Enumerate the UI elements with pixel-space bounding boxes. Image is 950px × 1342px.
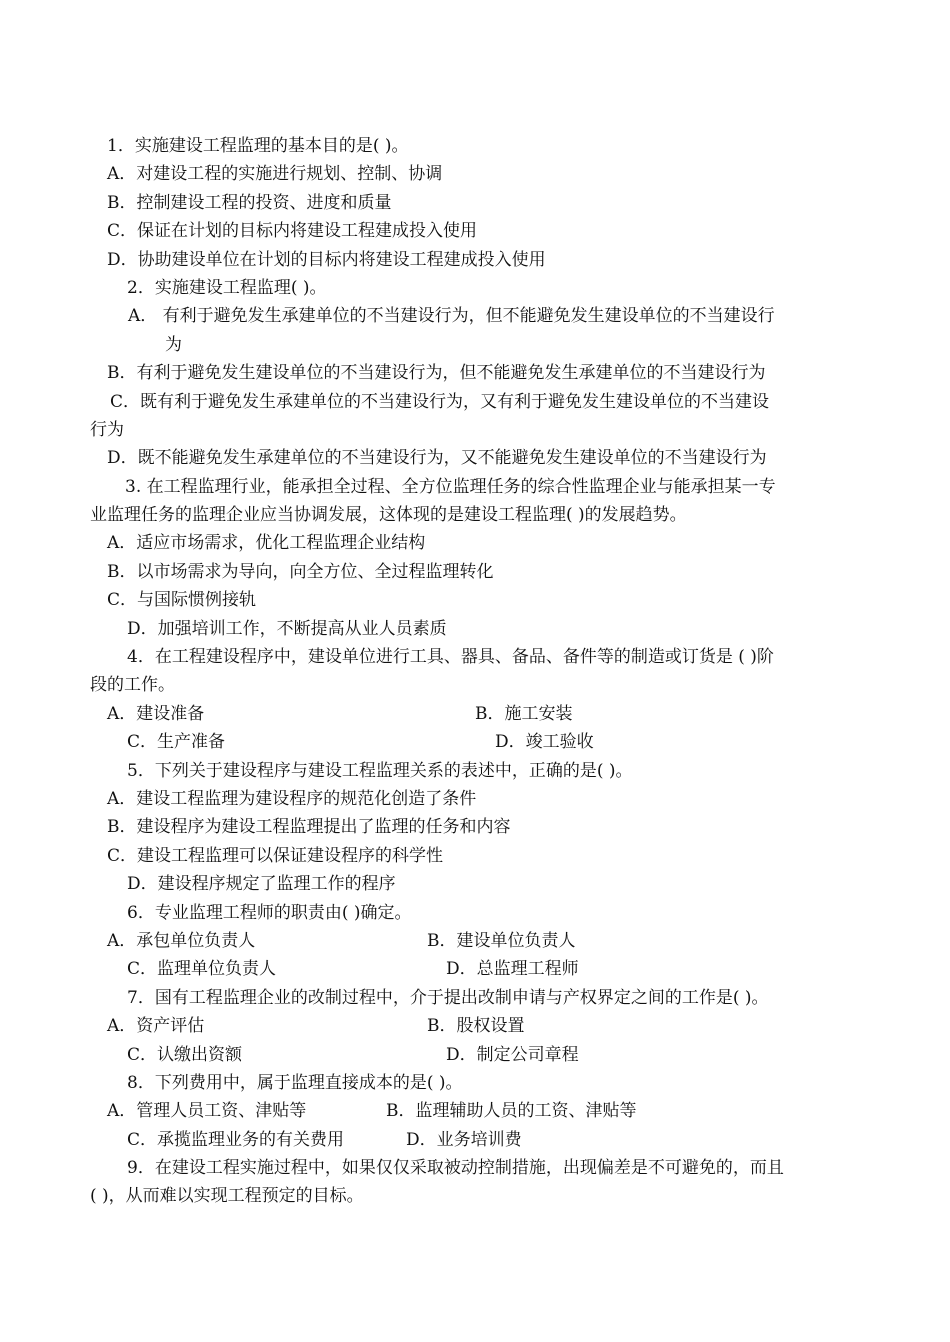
question-4-option-d: D．竣工验收 [495, 732, 594, 753]
question-8-option-d: D．业务培训费 [406, 1129, 522, 1150]
question-5-option-b: B．建设程序为建设工程监理提出了监理的任务和内容 [107, 817, 511, 838]
question-7-options-row-1 [90, 1012, 865, 1040]
question-3-stem: 3. 在工程监理行业，能承担全过程、全方位监理任务的综合性监理企业与能承担某一专 [125, 476, 776, 497]
question-6-option-a: A．承包单位负责人 [107, 930, 256, 951]
question-5-option-d: D．建设程序规定了监理工作的程序 [127, 874, 396, 895]
question-8-options-row-2 [90, 1126, 865, 1154]
question-7-options-row-2 [90, 1041, 865, 1069]
question-7-option-b: B．股权设置 [427, 1016, 525, 1037]
question-2-option-a-continuation: 为 [165, 334, 182, 355]
question-2-option-c: C．既有利于避免发生承建单位的不当建设行为，又有利于避免发生建设单位的不当建设 [110, 391, 770, 412]
question-4-option-c: C．生产准备 [127, 732, 226, 753]
question-7-option-d: D．制定公司章程 [446, 1044, 579, 1065]
question-3-option-d: D．加强培训工作，不断提高从业人员素质 [127, 618, 447, 639]
question-3-stem-continuation: 业监理任务的监理企业应当协调发展，这体现的是建设工程监理( )的发展趋势。 [90, 505, 687, 526]
question-5-stem: 5．下列关于建设程序与建设工程监理关系的表述中，正确的是( )。 [127, 760, 633, 781]
question-8-option-b: B．监理辅助人员的工资、津贴等 [386, 1101, 637, 1122]
question-8-option-a: A．管理人员工资、津贴等 [107, 1101, 307, 1122]
question-4-option-a: A．建设准备 [107, 703, 205, 724]
question-5-option-a: A．建设工程监理为建设程序的规范化创造了条件 [107, 788, 477, 809]
question-2-option-a: A． 有利于避免发生承建单位的不当建设行为，但不能避免发生建设单位的不当建设行 [128, 306, 775, 327]
question-1-option-d: D．协助建设单位在计划的目标内将建设工程建成投入使用 [107, 249, 546, 270]
question-1-option-b: B．控制建设工程的投资、进度和质量 [107, 192, 392, 213]
question-3-option-a: A．适应市场需求，优化工程监理企业结构 [107, 533, 426, 554]
question-1-option-c: C．保证在计划的目标内将建设工程建成投入使用 [107, 221, 478, 242]
question-5-option-c: C．建设工程监理可以保证建设程序的科学性 [107, 845, 444, 866]
question-9-stem: 9．在建设工程实施过程中，如果仅仅采取被动控制措施，出现偏差是不可避免的，而且 [127, 1158, 784, 1179]
question-6-options-row-2 [90, 955, 865, 983]
question-2-option-c-continuation: 行为 [90, 419, 124, 440]
question-7-stem: 7．国有工程监理企业的改制过程中，介于提出改制申请与产权界定之间的工作是( )。 [127, 987, 769, 1008]
question-1-stem: 1．实施建设工程监理的基本目的是( )。 [107, 136, 409, 156]
question-6-option-d: D．总监理工程师 [446, 959, 579, 980]
question-4-options-row-1 [90, 700, 865, 728]
question-6-stem: 6．专业监理工程师的职责由( )确定。 [127, 902, 412, 923]
question-2-option-b: B．有利于避免发生建设单位的不当建设行为，但不能避免发生承建单位的不当建设行为 [107, 363, 766, 384]
question-3-option-c: C．与国际惯例接轨 [107, 590, 257, 611]
question-8-options-row-1 [90, 1097, 865, 1125]
question-8-option-c: C．承揽监理业务的有关费用 [127, 1129, 345, 1150]
question-4-stem: 4．在工程建设程序中，建设单位进行工具、器具、备品、备件等的制造或订货是 ( )阶 [127, 647, 774, 668]
question-3-option-b: B．以市场需求为导向，向全方位、全过程监理转化 [107, 561, 494, 582]
question-4-option-b: B．施工安装 [475, 703, 573, 724]
question-2-stem: 2．实施建设工程监理( )。 [127, 277, 327, 298]
question-9-stem-continuation: ( )，从而难以实现工程预定的目标。 [90, 1186, 364, 1207]
question-8-stem: 8．下列费用中，属于监理直接成本的是( )。 [127, 1072, 463, 1093]
question-4-options-row-2 [90, 728, 865, 756]
question-6-options-row-1 [90, 927, 865, 955]
question-7-option-a: A．资产评估 [107, 1016, 205, 1037]
question-7-option-c: C．认缴出资额 [127, 1044, 243, 1065]
question-4-stem-continuation: 段的工作。 [90, 675, 175, 696]
question-6-option-b: B．建设单位负责人 [427, 930, 576, 951]
question-list [90, 132, 865, 1211]
question-2-option-d: D．既不能避免发生承建单位的不当建设行为，又不能避免发生建设单位的不当建设行为 [107, 448, 767, 469]
question-6-option-c: C．监理单位负责人 [127, 959, 277, 980]
question-1-option-a: A．对建设工程的实施进行规划、控制、协调 [107, 164, 443, 185]
